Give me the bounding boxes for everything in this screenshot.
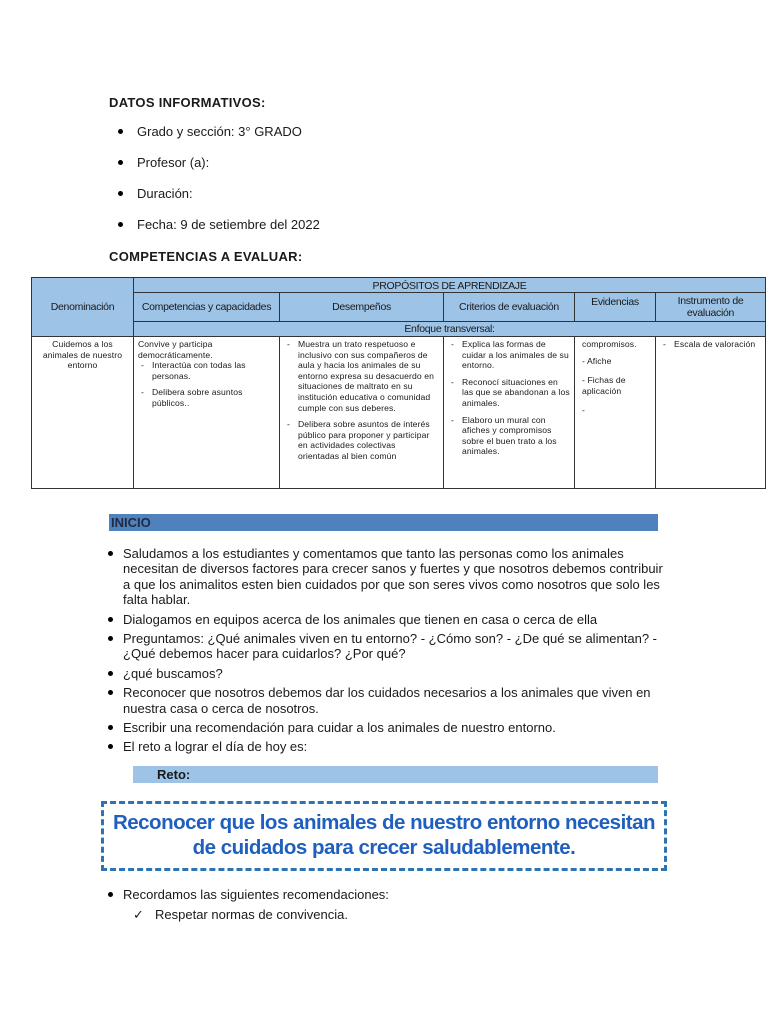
datos-item-grado: Grado y sección: 3° GRADO <box>118 124 518 155</box>
recomendacion-item <box>133 907 348 923</box>
inicio-item: Dialogamos en equipos acerca de los animales que tienen en casa o cerca de ella <box>108 612 668 627</box>
competencias-cell <box>134 337 280 489</box>
datos-item-fecha: Fecha: 9 de setiembre del 2022 <box>118 217 518 248</box>
reto-label: Reto: <box>157 767 191 782</box>
evidencia-item: - Afiche <box>582 355 612 366</box>
datos-heading: DATOS INFORMATIVOS: <box>109 95 266 110</box>
reto-bar <box>133 766 658 783</box>
reto-text: Reconocer que los animales de nuestro entorno necesitan de cuidados para crecer saludablemente. <box>112 811 656 859</box>
criterio-item: - Elaboro un mural con afiches y compromisos sobre el buen trato a los animales. <box>448 415 570 457</box>
col-evidencias: Evidencias <box>575 293 656 322</box>
instrumento-item: - Escala de valoración <box>660 339 761 350</box>
capacidad-item: - Interactúa con todas las personas. <box>138 360 275 381</box>
col-desempenos: Desempeños <box>280 293 444 322</box>
evidencia-item: - <box>582 405 585 416</box>
inicio-item: ¿qué buscamos? <box>108 666 668 681</box>
inicio-bar <box>109 514 658 531</box>
datos-list <box>118 124 518 248</box>
recomendaciones-intro: Recordamos las siguientes recomendaciones: <box>108 887 389 902</box>
desempenos-cell <box>280 337 444 489</box>
instrumento-cell <box>656 337 766 489</box>
desempeno-item: - Delibera sobre asuntos de interés público para proponer y participar en actividades colectivas orientadas al bien común <box>284 419 439 461</box>
evidencia-item: compromisos. <box>582 339 637 349</box>
competencias-table <box>31 277 766 489</box>
criterio-item: - Reconocí situaciones en las que se abandonan a los animales. <box>448 377 570 409</box>
denominacion-text: Cuidemos a los animales de nuestro entorno <box>42 339 123 371</box>
datos-item-duracion: Duración: <box>118 186 518 217</box>
evidencia-item: - Fichas de aplicación <box>582 375 626 396</box>
inicio-list <box>108 546 668 759</box>
datos-item-profesor: Profesor (a): <box>118 155 518 186</box>
criterio-item: - Explica las formas de cuidar a los animales de su entorno. <box>448 339 570 371</box>
col-instrumento: Instrumento de evaluación <box>656 293 766 322</box>
inicio-item: Preguntamos: ¿Qué animales viven en tu entorno? - ¿Cómo son? - ¿De qué se alimentan? - ¿Qué debemos hacer para cuidarlos? ¿Por qué? <box>108 631 668 662</box>
criterios-cell <box>444 337 575 489</box>
inicio-title: INICIO <box>111 515 151 530</box>
capacidad-item: - Delibera sobre asuntos públicos.. <box>138 387 275 408</box>
denominacion-cell <box>32 337 134 489</box>
col-denominacion: Denominación <box>32 278 134 337</box>
enfoque-header: Enfoque transversal: <box>134 322 766 337</box>
competencia-title: Convive y participa democráticamente. <box>138 339 213 360</box>
competencias-heading: COMPETENCIAS A EVALUAR: <box>109 249 303 264</box>
reto-box <box>101 801 667 871</box>
inicio-item: El reto a lograr el día de hoy es: <box>108 739 668 754</box>
desempeno-item: - Muestra un trato respetuoso e inclusivo con sus compañeros de aula y hacia los animales de su entorno expresa su desacuerdo en situaciones de maltrato en su institución educativa o comunidad cumple con sus deberes. <box>284 339 439 413</box>
evidencias-cell <box>575 337 656 489</box>
col-criterios: Criterios de evaluación <box>444 293 575 322</box>
inicio-item: Reconocer que nosotros debemos dar los cuidados necesarios a los animales que viven en nuestra casa o cerca de nosotros. <box>108 685 668 716</box>
inicio-item: Escribir una recomendación para cuidar a los animales de nuestro entorno. <box>108 720 668 735</box>
col-competencias: Competencias y capacidades <box>134 293 280 322</box>
propositos-header: PROPÓSITOS DE APRENDIZAJE <box>134 278 766 293</box>
inicio-item: Saludamos a los estudiantes y comentamos que tanto las personas como los animales necesitan de diversos factores para crecer sanos y fuertes y que nosotros debemos contribuir a que los animalitos esten bien cuidados por que son seres vivos como nosotros que solo les falta hablar. <box>108 546 668 608</box>
recomendacion-text: Respetar normas de convivencia. <box>155 907 348 922</box>
check-icon: ✓ <box>133 907 144 922</box>
